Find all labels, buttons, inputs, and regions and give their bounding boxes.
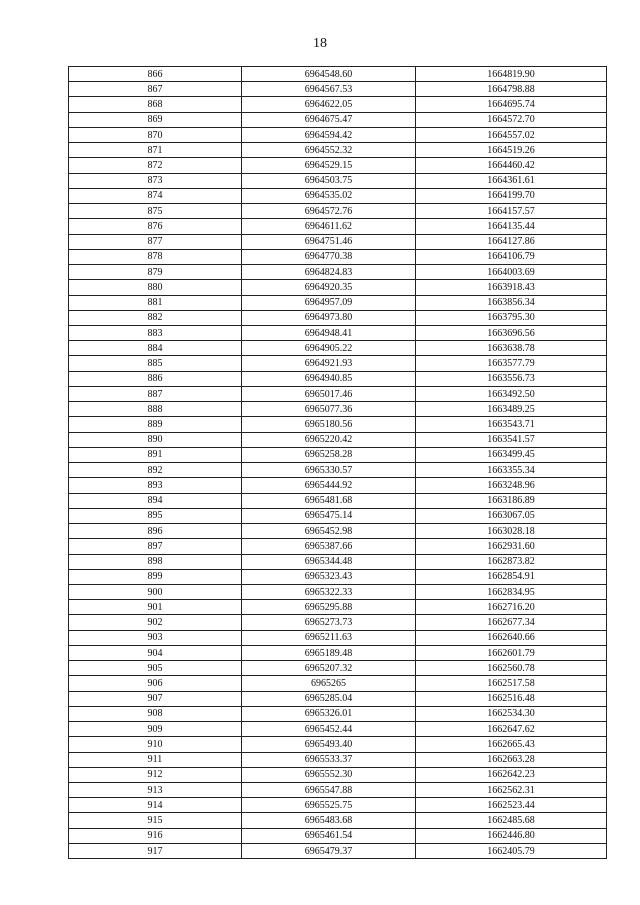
- table-row: [69, 402, 607, 417]
- y-coordinate-cell: 1662665.43: [416, 737, 607, 752]
- point-number-cell: 869: [69, 112, 242, 127]
- x-coordinate-cell: 6965493.40: [242, 737, 416, 752]
- coordinates-table-container: [68, 66, 606, 859]
- y-coordinate-cell: 1663067.05: [416, 508, 607, 523]
- point-number-cell: 904: [69, 645, 242, 660]
- point-number-cell: 895: [69, 508, 242, 523]
- y-coordinate-cell: 1664003.69: [416, 265, 607, 280]
- y-coordinate-cell: 1663489.25: [416, 402, 607, 417]
- y-coordinate-cell: 1662931.60: [416, 539, 607, 554]
- y-coordinate-cell: 1662485.68: [416, 813, 607, 828]
- table-row: [69, 447, 607, 462]
- x-coordinate-cell: 6964905.22: [242, 341, 416, 356]
- point-number-cell: 884: [69, 341, 242, 356]
- table-row: [69, 691, 607, 706]
- table-row: [69, 722, 607, 737]
- y-coordinate-cell: 1664127.86: [416, 234, 607, 249]
- point-number-cell: 881: [69, 295, 242, 310]
- x-coordinate-cell: 6964611.62: [242, 219, 416, 234]
- table-row: [69, 249, 607, 264]
- point-number-cell: 893: [69, 478, 242, 493]
- x-coordinate-cell: 6965330.57: [242, 463, 416, 478]
- point-number-cell: 875: [69, 204, 242, 219]
- x-coordinate-cell: 6964751.46: [242, 234, 416, 249]
- point-number-cell: 908: [69, 706, 242, 721]
- table-row: [69, 767, 607, 782]
- table-row: [69, 265, 607, 280]
- x-coordinate-cell: 6965220.42: [242, 432, 416, 447]
- point-number-cell: 905: [69, 661, 242, 676]
- table-row: [69, 539, 607, 554]
- y-coordinate-cell: 1662405.79: [416, 843, 607, 858]
- x-coordinate-cell: 6965547.88: [242, 783, 416, 798]
- y-coordinate-cell: 1664572.70: [416, 112, 607, 127]
- y-coordinate-cell: 1663856.34: [416, 295, 607, 310]
- x-coordinate-cell: 6965189.48: [242, 645, 416, 660]
- y-coordinate-cell: 1662523.44: [416, 798, 607, 813]
- y-coordinate-cell: 1663492.50: [416, 386, 607, 401]
- y-coordinate-cell: 1663248.96: [416, 478, 607, 493]
- x-coordinate-cell: 6965285.04: [242, 691, 416, 706]
- x-coordinate-cell: 6965483.68: [242, 813, 416, 828]
- point-number-cell: 903: [69, 630, 242, 645]
- point-number-cell: 901: [69, 600, 242, 615]
- table-row: [69, 813, 607, 828]
- point-number-cell: 872: [69, 158, 242, 173]
- x-coordinate-cell: 6965258.28: [242, 447, 416, 462]
- y-coordinate-cell: 1663556.73: [416, 371, 607, 386]
- table-row: [69, 524, 607, 539]
- y-coordinate-cell: 1663795.30: [416, 310, 607, 325]
- y-coordinate-cell: 1664557.02: [416, 127, 607, 142]
- table-row: [69, 386, 607, 401]
- table-row: [69, 371, 607, 386]
- point-number-cell: 878: [69, 249, 242, 264]
- point-number-cell: 867: [69, 82, 242, 97]
- y-coordinate-cell: 1662446.80: [416, 828, 607, 843]
- x-coordinate-cell: 6965461.54: [242, 828, 416, 843]
- table-row: [69, 676, 607, 691]
- x-coordinate-cell: 6965387.66: [242, 539, 416, 554]
- table-row: [69, 706, 607, 721]
- point-number-cell: 882: [69, 310, 242, 325]
- x-coordinate-cell: 6964622.05: [242, 97, 416, 112]
- point-number-cell: 900: [69, 584, 242, 599]
- x-coordinate-cell: 6965207.32: [242, 661, 416, 676]
- y-coordinate-cell: 1662562.31: [416, 783, 607, 798]
- point-number-cell: 876: [69, 219, 242, 234]
- table-row: [69, 325, 607, 340]
- y-coordinate-cell: 1663186.89: [416, 493, 607, 508]
- y-coordinate-cell: 1663577.79: [416, 356, 607, 371]
- y-coordinate-cell: 1662517.58: [416, 676, 607, 691]
- point-number-cell: 914: [69, 798, 242, 813]
- y-coordinate-cell: 1662663.28: [416, 752, 607, 767]
- x-coordinate-cell: 6964548.60: [242, 67, 416, 82]
- table-row: [69, 463, 607, 478]
- table-row: [69, 173, 607, 188]
- table-row: [69, 341, 607, 356]
- coordinates-table-body: [69, 67, 607, 859]
- x-coordinate-cell: 6964529.15: [242, 158, 416, 173]
- table-row: [69, 478, 607, 493]
- x-coordinate-cell: 6965180.56: [242, 417, 416, 432]
- x-coordinate-cell: 6965481.68: [242, 493, 416, 508]
- y-coordinate-cell: 1664519.26: [416, 143, 607, 158]
- y-coordinate-cell: 1663028.18: [416, 524, 607, 539]
- y-coordinate-cell: 1662834.95: [416, 584, 607, 599]
- point-number-cell: 902: [69, 615, 242, 630]
- x-coordinate-cell: 6965475.14: [242, 508, 416, 523]
- y-coordinate-cell: 1662873.82: [416, 554, 607, 569]
- x-coordinate-cell: 6964920.35: [242, 280, 416, 295]
- table-row: [69, 783, 607, 798]
- y-coordinate-cell: 1664695.74: [416, 97, 607, 112]
- x-coordinate-cell: 6965552.30: [242, 767, 416, 782]
- table-row: [69, 310, 607, 325]
- x-coordinate-cell: 6965452.44: [242, 722, 416, 737]
- y-coordinate-cell: 1664460.42: [416, 158, 607, 173]
- point-number-cell: 912: [69, 767, 242, 782]
- y-coordinate-cell: 1663918.43: [416, 280, 607, 295]
- table-row: [69, 798, 607, 813]
- y-coordinate-cell: 1663541.57: [416, 432, 607, 447]
- point-number-cell: 870: [69, 127, 242, 142]
- y-coordinate-cell: 1663696.56: [416, 325, 607, 340]
- table-row: [69, 661, 607, 676]
- x-coordinate-cell: 6965273.73: [242, 615, 416, 630]
- point-number-cell: 898: [69, 554, 242, 569]
- point-number-cell: 890: [69, 432, 242, 447]
- table-row: [69, 219, 607, 234]
- table-row: [69, 143, 607, 158]
- x-coordinate-cell: 6964572.76: [242, 204, 416, 219]
- x-coordinate-cell: 6965525.75: [242, 798, 416, 813]
- y-coordinate-cell: 1664361.61: [416, 173, 607, 188]
- y-coordinate-cell: 1662642.23: [416, 767, 607, 782]
- point-number-cell: 871: [69, 143, 242, 158]
- point-number-cell: 889: [69, 417, 242, 432]
- point-number-cell: 866: [69, 67, 242, 82]
- y-coordinate-cell: 1664819.90: [416, 67, 607, 82]
- table-row: [69, 752, 607, 767]
- x-coordinate-cell: 6964675.47: [242, 112, 416, 127]
- y-coordinate-cell: 1662716.20: [416, 600, 607, 615]
- x-coordinate-cell: 6964535.02: [242, 188, 416, 203]
- point-number-cell: 899: [69, 569, 242, 584]
- x-coordinate-cell: 6965211.63: [242, 630, 416, 645]
- y-coordinate-cell: 1664199.70: [416, 188, 607, 203]
- x-coordinate-cell: 6964921.93: [242, 356, 416, 371]
- y-coordinate-cell: 1662560.78: [416, 661, 607, 676]
- point-number-cell: 888: [69, 402, 242, 417]
- point-number-cell: 886: [69, 371, 242, 386]
- x-coordinate-cell: 6965322.33: [242, 584, 416, 599]
- point-number-cell: 887: [69, 386, 242, 401]
- table-row: [69, 188, 607, 203]
- y-coordinate-cell: 1664798.88: [416, 82, 607, 97]
- point-number-cell: 907: [69, 691, 242, 706]
- table-row: [69, 112, 607, 127]
- x-coordinate-cell: 6965452.98: [242, 524, 416, 539]
- table-row: [69, 645, 607, 660]
- point-number-cell: 917: [69, 843, 242, 858]
- point-number-cell: 868: [69, 97, 242, 112]
- x-coordinate-cell: 6964594.42: [242, 127, 416, 142]
- table-row: [69, 97, 607, 112]
- table-row: [69, 615, 607, 630]
- table-row: [69, 356, 607, 371]
- table-row: [69, 600, 607, 615]
- point-number-cell: 916: [69, 828, 242, 843]
- x-coordinate-cell: 6965017.46: [242, 386, 416, 401]
- point-number-cell: 885: [69, 356, 242, 371]
- table-row: [69, 569, 607, 584]
- x-coordinate-cell: 6965326.01: [242, 706, 416, 721]
- point-number-cell: 879: [69, 265, 242, 280]
- table-row: [69, 432, 607, 447]
- y-coordinate-cell: 1662640.66: [416, 630, 607, 645]
- x-coordinate-cell: 6964957.09: [242, 295, 416, 310]
- y-coordinate-cell: 1662647.62: [416, 722, 607, 737]
- point-number-cell: 910: [69, 737, 242, 752]
- y-coordinate-cell: 1662601.79: [416, 645, 607, 660]
- point-number-cell: 883: [69, 325, 242, 340]
- x-coordinate-cell: 6964948.41: [242, 325, 416, 340]
- point-number-cell: 906: [69, 676, 242, 691]
- x-coordinate-cell: 6965077.36: [242, 402, 416, 417]
- y-coordinate-cell: 1662677.34: [416, 615, 607, 630]
- table-row: [69, 204, 607, 219]
- x-coordinate-cell: 6964552.32: [242, 143, 416, 158]
- x-coordinate-cell: 6965344.48: [242, 554, 416, 569]
- point-number-cell: 896: [69, 524, 242, 539]
- point-number-cell: 909: [69, 722, 242, 737]
- x-coordinate-cell: 6964940.85: [242, 371, 416, 386]
- point-number-cell: 877: [69, 234, 242, 249]
- point-number-cell: 915: [69, 813, 242, 828]
- coordinates-table: [68, 66, 607, 859]
- table-row: [69, 158, 607, 173]
- point-number-cell: 891: [69, 447, 242, 462]
- table-row: [69, 234, 607, 249]
- point-number-cell: 894: [69, 493, 242, 508]
- x-coordinate-cell: 6964824.83: [242, 265, 416, 280]
- table-row: [69, 508, 607, 523]
- table-row: [69, 828, 607, 843]
- table-row: [69, 493, 607, 508]
- x-coordinate-cell: 6964567.53: [242, 82, 416, 97]
- y-coordinate-cell: 1662516.48: [416, 691, 607, 706]
- y-coordinate-cell: 1664135.44: [416, 219, 607, 234]
- x-coordinate-cell: 6965444.92: [242, 478, 416, 493]
- x-coordinate-cell: 6965533.37: [242, 752, 416, 767]
- point-number-cell: 911: [69, 752, 242, 767]
- y-coordinate-cell: 1663355.34: [416, 463, 607, 478]
- table-row: [69, 843, 607, 858]
- point-number-cell: 873: [69, 173, 242, 188]
- y-coordinate-cell: 1664106.79: [416, 249, 607, 264]
- page-number: 18: [313, 36, 327, 51]
- y-coordinate-cell: 1662534.30: [416, 706, 607, 721]
- y-coordinate-cell: 1663499.45: [416, 447, 607, 462]
- table-row: [69, 584, 607, 599]
- point-number-cell: 897: [69, 539, 242, 554]
- x-coordinate-cell: 6965295.88: [242, 600, 416, 615]
- x-coordinate-cell: 6964503.75: [242, 173, 416, 188]
- y-coordinate-cell: 1662854.91: [416, 569, 607, 584]
- table-row: [69, 417, 607, 432]
- y-coordinate-cell: 1664157.57: [416, 204, 607, 219]
- table-row: [69, 630, 607, 645]
- y-coordinate-cell: 1663543.71: [416, 417, 607, 432]
- point-number-cell: 892: [69, 463, 242, 478]
- table-row: [69, 737, 607, 752]
- table-row: [69, 295, 607, 310]
- x-coordinate-cell: 6965265: [242, 676, 416, 691]
- x-coordinate-cell: 6964770.38: [242, 249, 416, 264]
- table-row: [69, 280, 607, 295]
- x-coordinate-cell: 6965479.37: [242, 843, 416, 858]
- table-row: [69, 67, 607, 82]
- x-coordinate-cell: 6964973.80: [242, 310, 416, 325]
- point-number-cell: 874: [69, 188, 242, 203]
- table-row: [69, 554, 607, 569]
- y-coordinate-cell: 1663638.78: [416, 341, 607, 356]
- table-row: [69, 82, 607, 97]
- point-number-cell: 913: [69, 783, 242, 798]
- table-row: [69, 127, 607, 142]
- x-coordinate-cell: 6965323.43: [242, 569, 416, 584]
- point-number-cell: 880: [69, 280, 242, 295]
